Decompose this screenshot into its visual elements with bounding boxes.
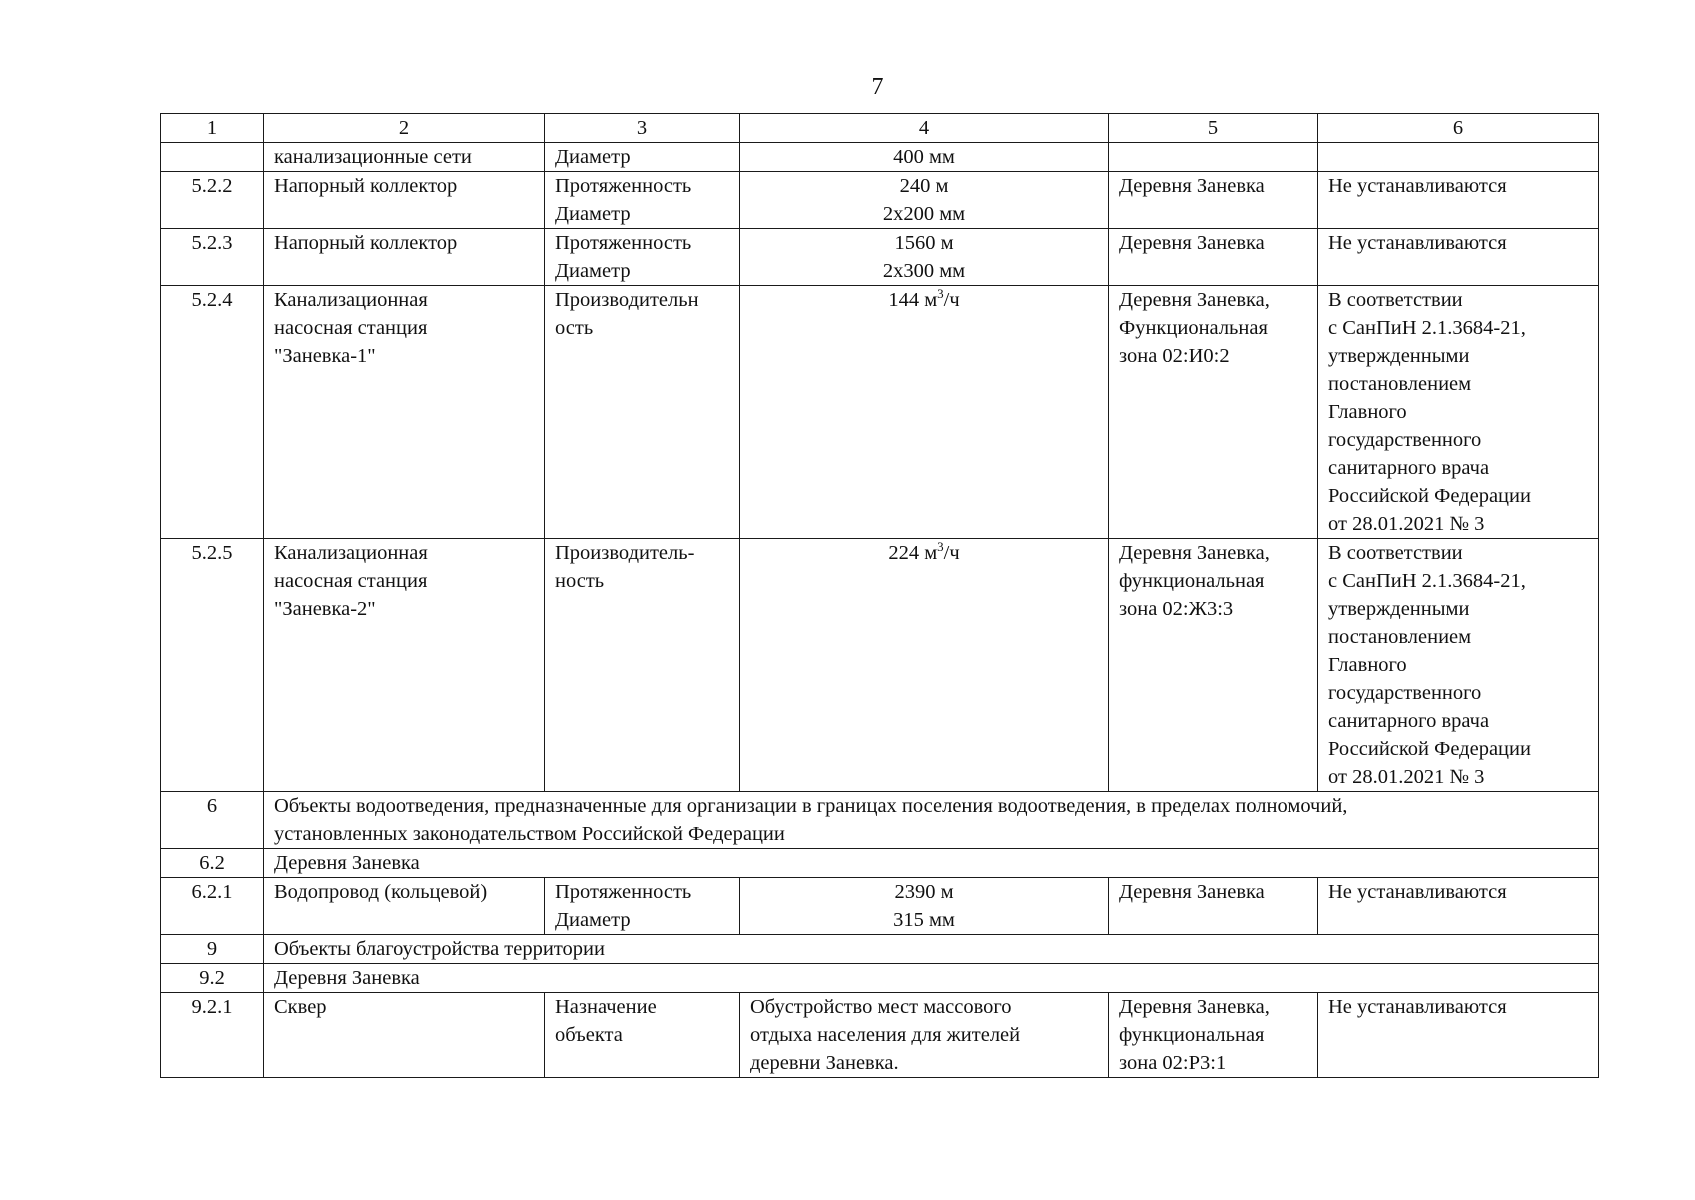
row-number-cell	[161, 143, 264, 172]
location-cell: Деревня Заневка, Функциональная зона 02:И0:2	[1109, 286, 1318, 539]
section-title-cell: Деревня Заневка	[264, 849, 1599, 878]
value-cell: 240 м 2х200 мм	[740, 172, 1109, 229]
location-cell: Деревня Заневка	[1109, 878, 1318, 935]
header-cell: 5	[1109, 114, 1318, 143]
location-cell: Деревня Заневка, функциональная зона 02:Р3:1	[1109, 993, 1318, 1078]
zone-characteristic-cell: Не устанавливаются	[1318, 878, 1599, 935]
location-cell: Деревня Заневка, функциональная зона 02:Ж3:3	[1109, 539, 1318, 792]
object-name-cell: Канализационная насосная станция "Заневка-1"	[264, 286, 545, 539]
object-name-cell: Водопровод (кольцевой)	[264, 878, 545, 935]
parameter-cell: Протяженность Диаметр	[545, 229, 740, 286]
row-number-cell: 5.2.4	[161, 286, 264, 539]
table-row	[161, 539, 1599, 792]
parameter-cell: Диаметр	[545, 143, 740, 172]
object-name-cell: Сквер	[264, 993, 545, 1078]
subsection-row	[161, 964, 1599, 993]
value-cell: 2390 м 315 мм	[740, 878, 1109, 935]
section-title-cell: Объекты благоустройства территории	[264, 935, 1599, 964]
value-unit: /ч	[943, 289, 960, 311]
object-name-cell: канализационные сети	[264, 143, 545, 172]
objects-table	[160, 113, 1599, 1078]
zone-characteristic-cell: В соответствии с СанПиН 2.1.3684-21, утвержденными постановлением Главного государственного санитарного врача Российской Федерации от 28.01.2021 № 3	[1318, 286, 1599, 539]
zone-characteristic-cell: В соответствии с СанПиН 2.1.3684-21, утвержденными постановлением Главного государственного санитарного врача Российской Федерации от 28.01.2021 № 3	[1318, 539, 1599, 792]
table-row	[161, 172, 1599, 229]
value-cell	[740, 286, 1109, 539]
value-cell	[740, 539, 1109, 792]
value-number: 144 м	[888, 289, 938, 311]
table-row	[161, 878, 1599, 935]
table-row	[161, 143, 1599, 172]
value-unit: /ч	[943, 542, 960, 564]
value-superscript: 3	[937, 286, 944, 302]
table-row	[161, 229, 1599, 286]
section-number-cell: 9.2	[161, 964, 264, 993]
table-row	[161, 993, 1599, 1078]
zone-characteristic-cell: Не устанавливаются	[1318, 229, 1599, 286]
location-cell: Деревня Заневка	[1109, 229, 1318, 286]
header-cell: 4	[740, 114, 1109, 143]
value-cell: 1560 м 2х300 мм	[740, 229, 1109, 286]
section-number-cell: 6	[161, 792, 264, 849]
subsection-row	[161, 849, 1599, 878]
row-number-cell: 9.2.1	[161, 993, 264, 1078]
zone-characteristic-cell: Не устанавливаются	[1318, 993, 1599, 1078]
location-cell: Деревня Заневка	[1109, 172, 1318, 229]
zone-characteristic-cell	[1318, 143, 1599, 172]
section-number-cell: 9	[161, 935, 264, 964]
header-cell: 3	[545, 114, 740, 143]
value-cell: Обустройство мест массового отдыха населения для жителей деревни Заневка.	[740, 993, 1109, 1078]
header-cell: 6	[1318, 114, 1599, 143]
section-row	[161, 792, 1599, 849]
row-number-cell: 6.2.1	[161, 878, 264, 935]
page-number: 7	[871, 74, 884, 100]
location-cell	[1109, 143, 1318, 172]
table-row	[161, 286, 1599, 539]
value-superscript: 3	[937, 539, 944, 555]
section-row	[161, 935, 1599, 964]
row-number-cell: 5.2.2	[161, 172, 264, 229]
object-name-cell: Напорный коллектор	[264, 229, 545, 286]
parameter-cell: Назначение объекта	[545, 993, 740, 1078]
section-title-cell: Деревня Заневка	[264, 964, 1599, 993]
table-header-row	[161, 114, 1599, 143]
value-cell: 400 мм	[740, 143, 1109, 172]
section-title-cell: Объекты водоотведения, предназначенные для организации в границах поселения водоотведения, в пределах полномочий, установленных законодательством Российской Федерации	[264, 792, 1599, 849]
header-cell: 2	[264, 114, 545, 143]
value-number: 224 м	[888, 542, 938, 564]
parameter-cell: Протяженность Диаметр	[545, 172, 740, 229]
row-number-cell: 5.2.5	[161, 539, 264, 792]
section-number-cell: 6.2	[161, 849, 264, 878]
object-name-cell: Канализационная насосная станция "Заневка-2"	[264, 539, 545, 792]
parameter-cell: Производитель- ность	[545, 539, 740, 792]
object-name-cell: Напорный коллектор	[264, 172, 545, 229]
row-number-cell: 5.2.3	[161, 229, 264, 286]
header-cell: 1	[161, 114, 264, 143]
zone-characteristic-cell: Не устанавливаются	[1318, 172, 1599, 229]
parameter-cell: Производительн ость	[545, 286, 740, 539]
parameter-cell: Протяженность Диаметр	[545, 878, 740, 935]
